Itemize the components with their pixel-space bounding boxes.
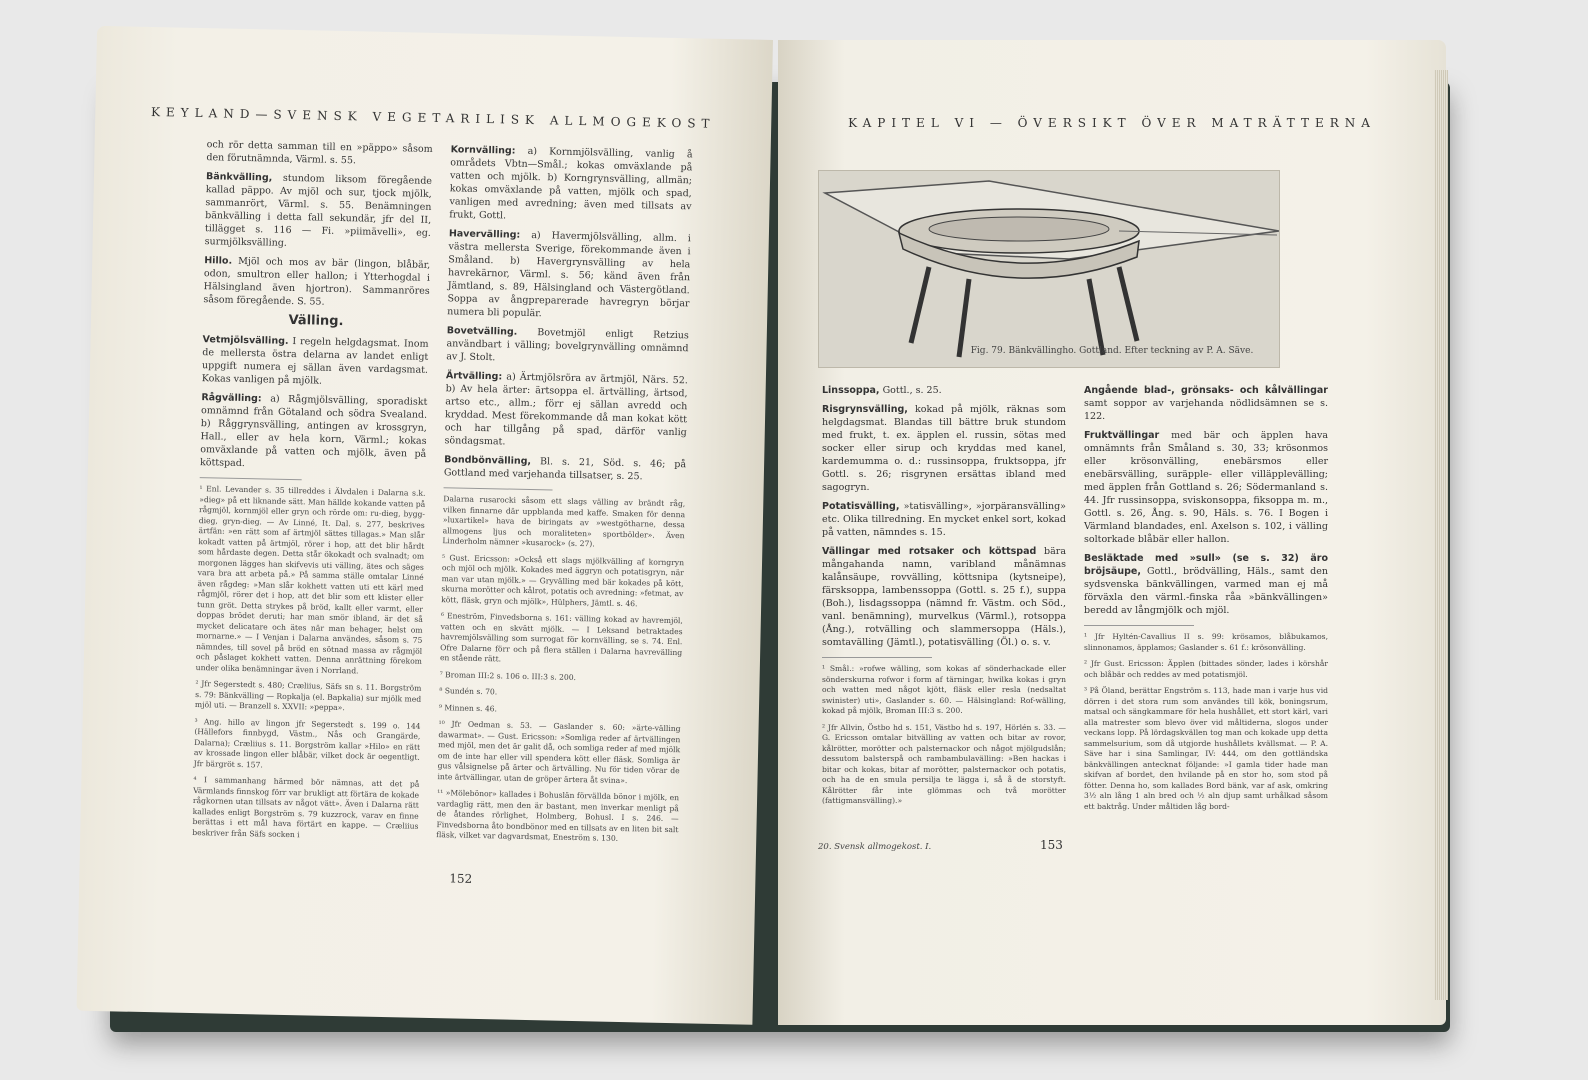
right-page [778,40,1446,1025]
footnote: ⁵ Gust. Ericsson: »Också ett slags mjölkvälling af korngryn och mjöl och mjölk. Kokades med äggryn och potatisgryn, när man var utan mjölk.» — Gryvälling med bär kokades på kött, skurna morötter och kålrot, potatis och avredning: »fetmat, av kött, fläsk, gryn och mjölk», Hülphers, Jämtl. s. 46. [441,552,685,608]
right-column-1 [822,384,1066,813]
footnote: ² Jfr Gust. Ericsson: Äpplen (bittades sönder, lades i körshår och blåbär och reddes av med potatismjöl. [1084,659,1328,679]
left-column-1 [192,138,433,849]
section-heading: Välling. [288,312,344,330]
right-running-head: KAPITEL VI — ÖVERSIKT ÖVER MATRÄTTERNA [848,116,1376,130]
footnote: ² Jfr Segerstedt s. 480; Cræliius, Säfs sn s. 11. Borgström s. 79: Bänkvälling — Ropkalja (el. Bapkalia) sur mjölk med mjöl uti. — Branzell s. XXVII: »peppa». [194,679,422,713]
entry: Besläktade med »sull» (se s. 32) äro bröjsäupe, Gottl., brödvälling, Häls., samt den sydsvenska bänkvällingen, varmed man ej må förväxla den värml.-finska råa »bänkvällingen» beredd av långmjölk och mjöl. [1084,553,1328,616]
footnote: ⁶ Eneström, Finvedsborna s. 161: välling kokad av havremjöl, vatten och en skvätt mjölk. — I Leksand betraktades havremjölsvälling som surrogat för kornvälling, se s. 74. Enl. Ofre Dalarne förr och på flera ställen i Dalarna havrevälling en stående rätt. [439,611,683,664]
entry: Angående blad-, grönsaks- och kålvällingar samt soppor av varjehanda nödlidsämnen se s. 122. [1084,385,1328,422]
footnote-rule [1084,625,1194,626]
footnote: ⁹ Minnen s. 46. [438,702,498,713]
right-column-2 [1084,384,1328,818]
entry: Vetmjölsvälling. I regeln helgdagsmat. Inom de mellersta östra delarna av landet enligt uppgift numera ej sällan även vardagsmat. Kokas vanligen på mjölk. [201,334,429,387]
footnote: ⁷ Broman III:2 s. 106 o. III:3 s. 200. [439,669,577,682]
footnote: ¹¹ »Mölebönor» kallades i Bohuslän förvällda bönor i mjölk, en vardaglig rätt, men den är bastant, men inverkar menligt på de åtandes rörlighet, Holmberg, Bohusl. I s. 246. — Finvedsborna åto bondbönor med en tillsats av en liten bit salt fläsk, vilket var dagvardsmat, Eneström s. 130. [436,788,680,843]
entry: Rågvälling: a) Rågmjölsvälling, sporadiskt omnämnd från Götaland och södra Svealand. b) Råggrynsvälling, antingen av krossgryn, Hall., eller av hela korn, Värml.; kokas omväxlande på vatten och mjölk, även på köttspad. [199,392,428,470]
bench-table-drawing [819,171,1279,367]
left-running-head: KEYLAND—SVENSK VEGETARILISK ALLMOGEKOST [150,104,716,131]
footnote-rule [444,487,553,490]
footnote-rule [822,657,932,658]
right-page-number: 153 [1040,838,1063,852]
entry: Bänkvälling, stundom liksom föregående kallad päppo. Av mjöl och sur, tjock mjölk, sammanrört, Värml. s. 55. Benämningen bänkvälling i detta fall sekundär, jfr del II, tillägget s. 116 — Fi. »piimävelli», eg. surmjölksvälling. [204,171,433,249]
footnote: Dalarna rusarocki såsom ett slags välling av brändt råg, vilken finnarne där uppblanda med kaffe. Smaken för denna »luxartikel» hava de biringats av »westgötharne, dessa allmogens ljus och moraliteten» sportbölder». Även Linderholm nämner »kusarock» (s. 27). [442,494,686,549]
entry: Risgrynsvälling, kokad på mjölk, räknas som helgdagsmat. Blandas till bättre bruk stundom med frukt, t. ex. äpplen el. russin, sötas med socker eller sirup och kryddas med kanel, kardemumma o. d.: russinsoppa, fruktsoppa, jfr Gottl. s. 26; risgrynen ersättas ibland med sagogryn. [822,404,1066,493]
left-page [77,26,773,1025]
left-page-number: 152 [449,871,473,886]
footnote: ¹ Jfr Hyltén-Cavallius II s. 99: krösamos, blåbukamos, slinnonamos, äpplamos; Gaslander s. 61 f.: krösonvälling. [1084,632,1328,652]
page-edges [1434,70,1448,1000]
footnote: ¹ Enl. Levander s. 35 tillreddes i Älvdalen i Dalarna s.k. »dieg» på ett liknande sätt. Man hällde kokande vatten på rågmjöl, kornmjöl eller gryn och rörde om: ru-dieg, bygg-dieg, gryn-dieg. — Av Linné, It. Dal. s. 277, beskrives ärtfän: »en rätt som af ärtmjöl sättes tillagas.» Man slår kokadt vatten på ärtmjöl, rörer i hop, att det blir hårdt som hårdaste degen. Detta står ökokadt och svalnadt; om morgonen lägges han skifvevis uti välling, ätes och säges vara bra att arbeta på.» På samma ställe omtalar Linné även rågdeg: »Man slår kokhett vatten uti ett kärl med rågmjöl, rörer det i hop, att det blir som ett klister eller tunn gröt. Detta strykes på bröd, kallt eller varmt, eller doppas brödet deruti; har man smör ibland, är det så mycket delicatare och ätes när man behager, helst om mornarne.» — I Venjan i Dalarna användes, såsom s. 75 nämndes, till sovel på bröd en sötnad massa av rågmjöl och påslaget kokhett vatten. Denna anrättning förekom under olika benämningar även i Norrland. [195,484,426,675]
footnote: ³ På Öland, berättar Engström s. 113, hade man i varje hus vid dörren i det stora rum som användes till kök, boningsrum, matsal och sängkammare för hela hushållet, ett stort kärl, vari alla matrester som blevo över vid måltiderna, slogos under veckans lopp. På lördagskvällen tog man och kokade upp detta sammelsurium, som då utgjorde hushållets kvällsmat. — P. A. Säve har i sina Samlingar, IV: 444, om den gottländska bänkvällingen antecknat följande: »I gamla tider hade man skifvan af bordet, den hvilande på en stor ho, som stod på fötter. Denna ho, som kallades Bord bänk, var af ask, omkring 3½ aln lång 1 aln bred och ½ aln djup samt urhålkad såsom ett baktråg. Under måltiden låg bord- [1084,686,1328,811]
intro-text: och rör detta samman till en »päppo» såsom den förutnämnda, Värml. s. 55. [206,139,433,167]
entry: Fruktvällingar med bär och äpplen hava omnämnts från Småland s. 30, 33; krösonmos eller krösonvälling, enebärsmos eller enebärsvälling, suräpple- eller villäpplevälling; med äpplen från Gottland s. 26; Södermanland s. 44. Jfr russinsoppa, sviskonsoppa, fiksoppa m. m., Gottl. s. 26, Ång. s. 90, Häls. s. 76. I Bogen i Värmland blandades, enl. Axelson s. 102, i välling soltorkade blåbär eller hallon. [1084,430,1328,545]
entry: Havervälling: a) Havermjölsvälling, allm. i västra mellersta Sverige, förekommande även i Småland. b) Havergrynsvälling av hela havrekärnor, Värml. s. 56; känd även från Jämtland, s. 89, Hälsingland och Västergötland. Soppa av ångpreparerade havregryn börjar numera bli populär. [447,228,691,320]
table-illustration [818,170,1280,368]
left-column-2 [436,143,693,851]
footnote: ⁴ I sammanhang härmed bör nämnas, att det på Värmlands finnskog förr var brukligt att förtära de kokade rågkornen utan tillsats av något vätt». Även i Dalarna rätt kallades enligt Borgström s. 79 kuzzrock, varav en finne berättas i ett mål hava förtärt en kappe. — Cræliius beskriver från Säfs socken i [192,775,420,839]
footnote: ³ Ang. hillo av lingon jfr Segerstedt s. 199 o. 144 (Hällefors finnbygd, Västm., Nås och Grangärde, Dalarna); Cræliius s. 11. Borgström kallar »Hilo» en rätt av krossade lingon eller blåbär, vilket dock är oegentligt. Jfr bärgröt s. 157. [193,716,421,769]
entry: Kornvälling: a) Kornmjölsvälling, vanlig å områdets Vbtn—Smål.; kokas omväxlande på vatten och mjölk. b) Korngrynsvälling, allmän; kokas omväxlande på vatten, mjölk och spad, vanligen med avredning; även med tillsats av frukt, Gottl. [449,144,693,222]
footnote: ¹⁰ Jfr Oedman s. 53. — Gaslander s. 60: »ärte-välling dawarmat». — Gust. Ericsson: »Somliga reder af ärtvällingen med mjöl, men det är galit då, och somliga reder af med mjölk om de inte har eller vill spendera kött eller fläsk. Somliga är gus vålsignelse på ärter och ärtvälling. Nu för tiden vörar de inte ärtvällingar, utan de gröper ärtera åt svina». [437,719,681,785]
entry: Bondbönvälling, Bl. s. 21, Söd. s. 46; på Gottland med varjehanda tillsatser, s. 25. [443,454,687,483]
figure-caption: Fig. 79. Bänkvällingho. Gottland. Efter teckning av P. A. Säve. [970,346,1254,356]
footnote-rule [200,477,302,480]
footer-title: 20. Svensk allmogekost. I. [818,842,932,852]
entry: Bovetvälling. Bovetmjöl enligt Retzius användbart i välling; bovelgrynvälling omnämnd av J. Stolt. [446,325,689,364]
entry: Potatisvälling, »tatisvälling», »jorpäransvälling» etc. Olika tillredning. En mycket enkel sort, kokad på vatten, nämndes s. 15. [822,501,1066,538]
entry: Ärtvälling: a) Ärtmjölsröra av ärtmjöl, Närs. 52. b) Av hela ärter: ärtsoppa el. ärtvälling, ärtsod, artso etc., allm.; förr ej sällan avredd och kryddad. Mest förekommande då man kokat kött och har tillgång på spad, därför vanlig söndagsmat. [444,370,688,448]
entry: Linssoppa, Gottl., s. 25. [822,385,942,396]
entry: Vällingar med rotsaker och köttspad bära mångahanda namn, varibland månämnas kalånsäupe, rovvälling, köttsnipa (kytsneipe), färsksoppa, lambenssoppa (Gottl. s. 25 f.), suppa (Boh.), lisdagssoppa (nämnd fr. Västm. och Söd., vanl. benämning), murvelkus (Värml.), rotsoppa (Ång.), rotvälling och slammersoppa (Häls.), somtavälling (Jämtl.), potatisvälling (Öl.) o. s. v. [822,546,1066,648]
footnote: ¹ Smål.: »rofwe wälling, som kokas af sönderhackade eller sönderskurna rofwor i form af tärningar, hwilka kokas i gryn och watten med något kjött, fläsk eller resla (nedsaltat swinister) uti», Gaslander s. 60. — Hälsingland: Rof-wälling, kokad på mjölk, Broman III:3 s. 200. [822,664,1066,715]
entry: Hillo. Mjöl och mos av bär (lingon, blåbär, odon, smultron eller hallon; i Ytterhogdal i Hälsingland även hjortron). Sammanröres såsom föregående. S. 55. [203,255,431,308]
footnote: ⁸ Sundén s. 70. [439,686,498,697]
footnote: ² Jfr Allvin, Östbo hd s. 151, Västbo hd s. 197, Hörlén s. 33. — G. Ericsson omtalar bitvälling av vatten och bitar av rovor, kålrötter, morötter och palsternackor och något mjölgudslån; dessutom balsterspå och rambambulavälling: »Ben hackas i bitar och kokas, bitar af morötter, palsternackor och potatis, och ha de en smula persilja te lägga i, så å de storstyft. Kålrötter får inte glömmas och två morötter (fattigmansvälling).» [822,722,1066,805]
